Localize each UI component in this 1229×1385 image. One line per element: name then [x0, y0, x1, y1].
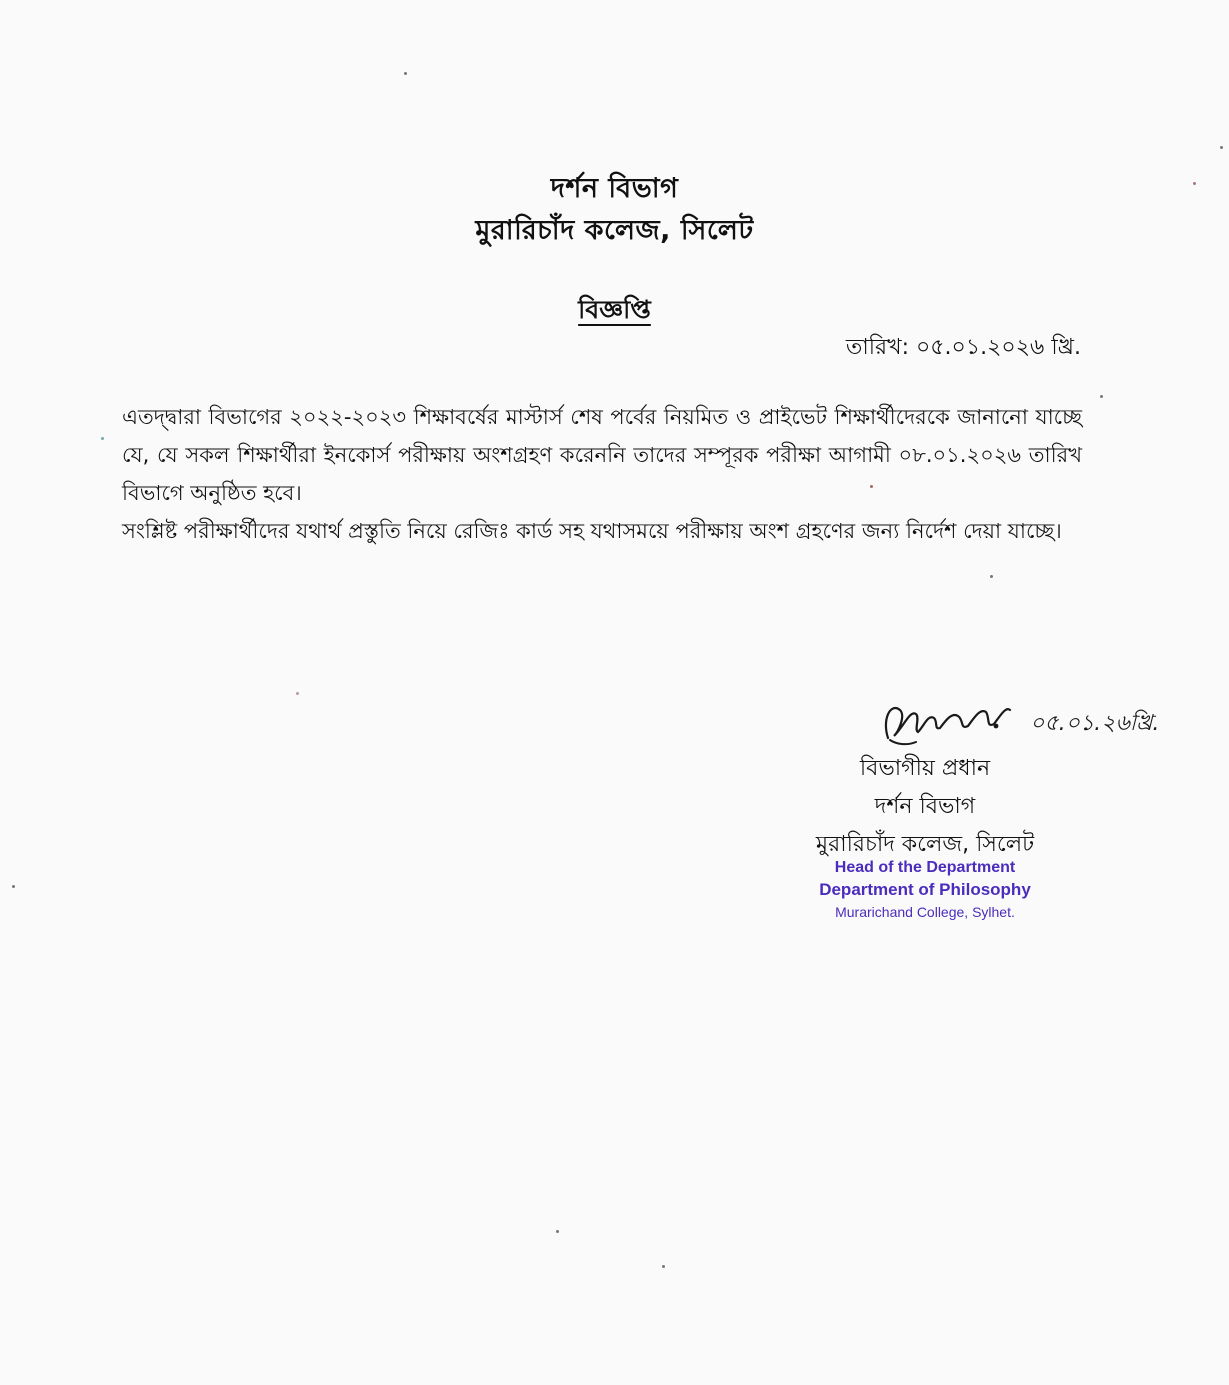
- scan-speck: [556, 1230, 559, 1233]
- handwritten-date: ০৫.০১.২৬খ্রি.: [1030, 711, 1160, 736]
- notice-heading: [0, 290, 1229, 333]
- signatory-designation: বিভাগীয় প্রধান: [859, 756, 991, 781]
- college-title: মুরারিচাঁদ কলেজ, সিলেট: [475, 215, 754, 246]
- scan-speck: [662, 1265, 665, 1268]
- scan-speck: [12, 885, 15, 888]
- stamp-line-1: Head of the Department: [834, 859, 1016, 876]
- scan-speck: [1193, 182, 1196, 185]
- handwritten-signature: [860, 690, 1200, 750]
- scan-speck: [1220, 146, 1223, 149]
- signature-area: [860, 690, 1200, 750]
- notice-date: তারিখ: ০৫.০১.২০২৬ খ্রি.: [845, 335, 1081, 360]
- scan-speck: [870, 485, 873, 488]
- signatory-department: দর্শন বিভাগ: [874, 794, 976, 819]
- notice-heading-text: বিজ্ঞপ্তি: [578, 295, 651, 324]
- department-title: দর্শন বিভাগ: [550, 173, 679, 204]
- scan-speck: [296, 692, 299, 695]
- stamp-line-3: Murarichand College, Sylhet.: [835, 904, 1015, 920]
- stamp-line-2: Department of Philosophy: [819, 880, 1031, 899]
- signatory-block: [790, 750, 1060, 864]
- scan-speck: [1100, 395, 1103, 398]
- scan-speck: [404, 72, 407, 75]
- notice-body: [122, 398, 1082, 550]
- notice-paragraph-1: এতদ্দ্বারা বিভাগের ২০২২-২০২৩ শিক্ষাবর্ষের মাস্টার্স শেষ পর্বের নিয়মিত ও প্রাইভেট শিক্ষার্থীদেরকে জানানো যাচ্ছে যে, যে সকল শিক্ষার্থীরা ইনকোর্স পরীক্ষায় অংশগ্রহণ করেননি তাদের সম্পূরক পরীক্ষা আগামী ০৮.০১.২০২৬ তারিখ বিভাগে অনুষ্ঠিত হবে।: [122, 405, 1082, 505]
- scan-speck: [990, 575, 993, 578]
- official-stamp: [790, 858, 1060, 922]
- signatory-college: মুরারিচাঁদ কলেজ, সিলেট: [815, 832, 1035, 857]
- scan-speck: [101, 437, 104, 440]
- notice-paragraph-2: সংশ্লিষ্ট পরীক্ষার্থীদের যথার্থ প্রস্তুতি নিয়ে রেজিঃ কার্ড সহ যথাসময়ে পরীক্ষায় অংশ গ্রহণের জন্য নির্দেশ দেয়া যাচ্ছে।: [122, 519, 1062, 543]
